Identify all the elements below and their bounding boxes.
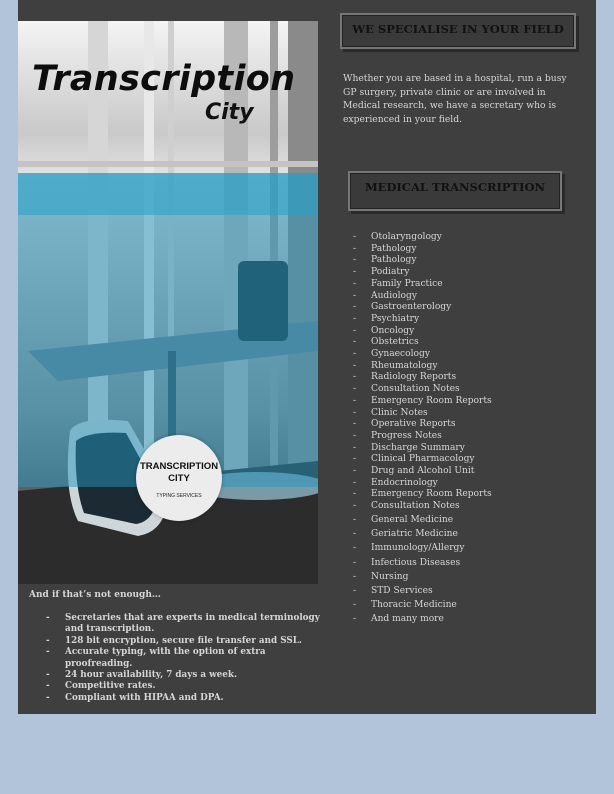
list-item: - 128 bit encryption, secure file transfer and SSL. <box>46 636 331 647</box>
specialise-intro: Whether you are based in a hospital, run a busy GP surgery, private clinic or are involved in Medical research, we have a secretary who is experienced in your field. <box>343 73 567 125</box>
list-item: - Consultation Notes <box>353 384 492 396</box>
list-item: - Geriatric Medicine <box>353 529 492 541</box>
list-item: - Discharge Summary <box>353 443 492 455</box>
list-item: - STD Services <box>353 586 492 598</box>
medical-heading: MEDICAL TRANSCRIPTION <box>348 171 562 211</box>
list-item: - Drug and Alcohol Unit <box>353 466 492 478</box>
list-item: - Rheumatology <box>353 361 492 373</box>
list-item: - Gynaecology <box>353 349 492 361</box>
features-list <box>46 613 331 704</box>
list-item: - Endocrinology <box>353 478 492 490</box>
list-item: - Psychiatry <box>353 314 492 326</box>
list-item: - Podiatry <box>353 267 492 279</box>
list-item: - Infectious Diseases <box>353 558 492 570</box>
list-item: - Competitive rates. <box>46 681 331 692</box>
office-photo <box>18 21 318 584</box>
company-logo <box>136 435 222 521</box>
list-item: - Accurate typing, with the option of extra proofreading. <box>46 647 331 670</box>
list-item: - Emergency Room Reports <box>353 396 492 408</box>
list-item: - General Medicine <box>353 515 492 527</box>
logo-name: TRANSCRIPTION CITY <box>139 461 219 484</box>
blue-overlay-strip <box>18 173 318 215</box>
specialty-list <box>353 232 492 626</box>
specialise-heading: WE SPECIALISE IN YOUR FIELD <box>340 13 576 49</box>
logo-tagline: TYPING SERVICES <box>156 493 202 499</box>
list-item: - Emergency Room Reports <box>353 489 492 501</box>
list-item: - Audiology <box>353 291 492 303</box>
list-item: - Compliant with HIPAA and DPA. <box>46 693 331 704</box>
flyer-page <box>18 0 596 714</box>
list-item: - Progress Notes <box>353 431 492 443</box>
brand-title: Transcription <box>32 59 296 99</box>
list-item: - Clinical Pharmacology <box>353 454 492 466</box>
list-item: - And many more <box>353 614 492 626</box>
list-item: - Oncology <box>353 326 492 338</box>
list-item: - Obstetrics <box>353 337 492 349</box>
list-item: - Thoracic Medicine <box>353 600 492 612</box>
list-item: - Pathology <box>353 255 492 267</box>
list-item: - Immunology/Allergy <box>353 543 492 555</box>
list-item: - Nursing <box>353 572 492 584</box>
list-item: - Gastroenterology <box>353 302 492 314</box>
list-item: - Secretaries that are experts in medical terminology and transcription. <box>46 613 331 636</box>
more-heading: And if that’s not enough… <box>29 590 161 600</box>
list-item: - Family Practice <box>353 279 492 291</box>
list-item: - Operative Reports <box>353 419 492 431</box>
brand-title-sub: City <box>205 100 254 125</box>
list-item: - Otolaryngology <box>353 232 492 244</box>
list-item: - Radiology Reports <box>353 372 492 384</box>
list-item: - Consultation Notes <box>353 501 492 513</box>
list-item: - 24 hour availability, 7 days a week. <box>46 670 331 681</box>
list-item: - Clinic Notes <box>353 408 492 420</box>
list-item: - Pathology <box>353 244 492 256</box>
